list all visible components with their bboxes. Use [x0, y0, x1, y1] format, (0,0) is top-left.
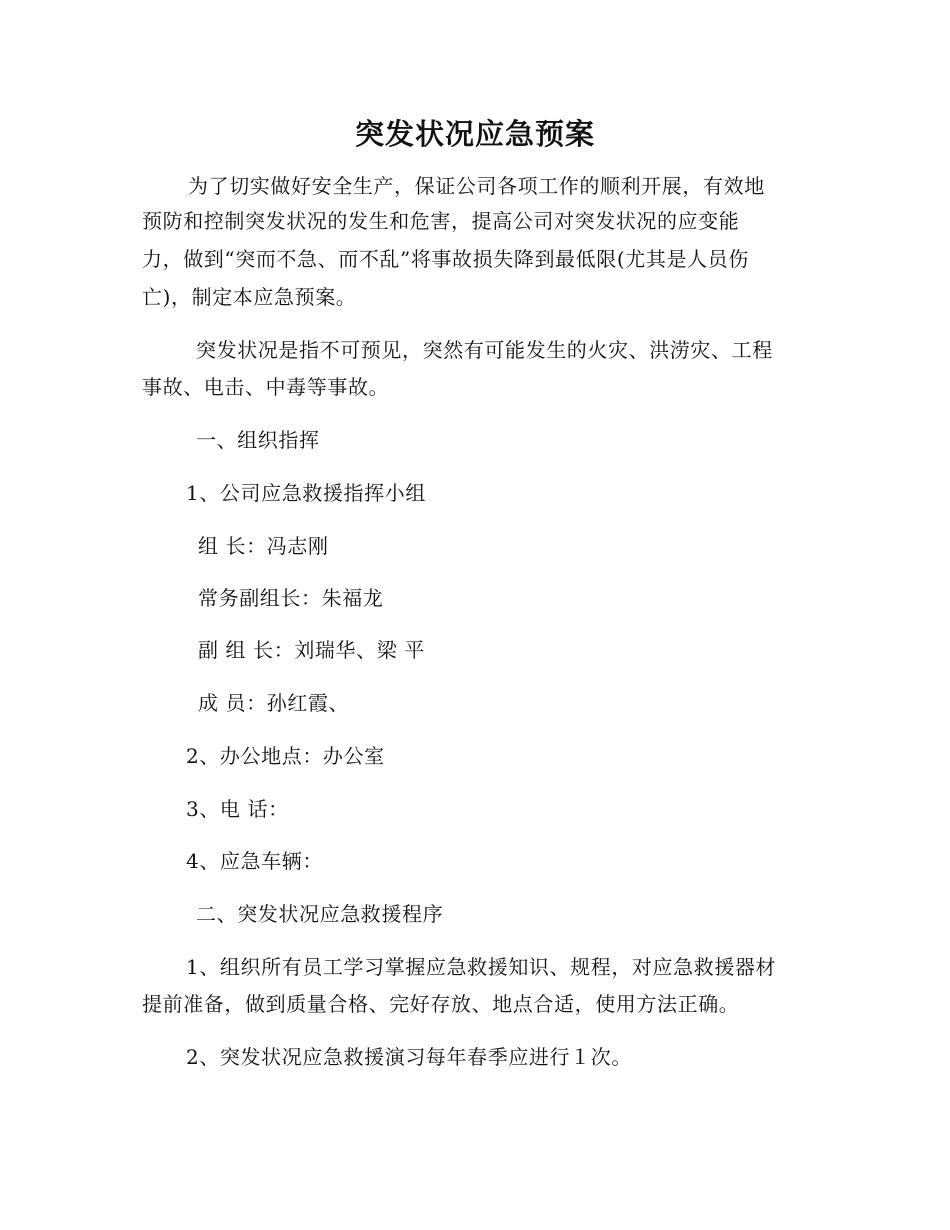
procedure-1-line-1: 1、组织所有员工学习掌握应急救援知识、规程，对应急救援器材	[186, 955, 777, 979]
intro-line-2: 预防和控制突发状况的发生和危害，提高公司对突发状况的应变能	[142, 209, 740, 233]
group-members: 成 员：孙红霞、	[198, 691, 350, 715]
intro-line-3: 力，做到“突而不急、而不乱”将事故损失降到最低限(尤其是人员伤	[142, 247, 749, 271]
item-3-phone: 3、电 话：	[186, 797, 289, 821]
section-1-heading: 一、组织指挥	[196, 428, 320, 452]
intro-line-4: 亡)，制定本应急预案。	[142, 285, 357, 309]
document-title: 突发状况应急预案	[354, 117, 595, 151]
definition-line-1: 突发状况是指不可预见，突然有可能发生的火灾、洪涝灾、工程	[196, 338, 773, 362]
section-2-heading: 二、突发状况应急救援程序	[196, 902, 444, 926]
item-4-emergency-vehicle: 4、应急车辆：	[186, 849, 323, 873]
item-1-command-group: 1、公司应急救援指挥小组	[186, 481, 426, 505]
group-leader: 组 长：冯志刚	[198, 534, 329, 558]
intro-line-1: 为了切实做好安全生产，保证公司各项工作的顺利开展，有效地	[188, 174, 765, 198]
definition-line-2: 事故、电击、中毒等事故。	[142, 375, 390, 399]
procedure-1-line-2: 提前准备，做到质量合格、完好存放、地点合适，使用方法正确。	[142, 992, 740, 1016]
deputy-leader: 副 组 长：刘瑞华、梁 平	[198, 638, 425, 662]
item-2-office-location: 2、办公地点：办公室	[186, 744, 385, 768]
procedure-2: 2、突发状况应急救援演习每年春季应进行１次。	[186, 1045, 632, 1069]
executive-deputy-leader: 常务副组长：朱福龙	[198, 586, 384, 610]
